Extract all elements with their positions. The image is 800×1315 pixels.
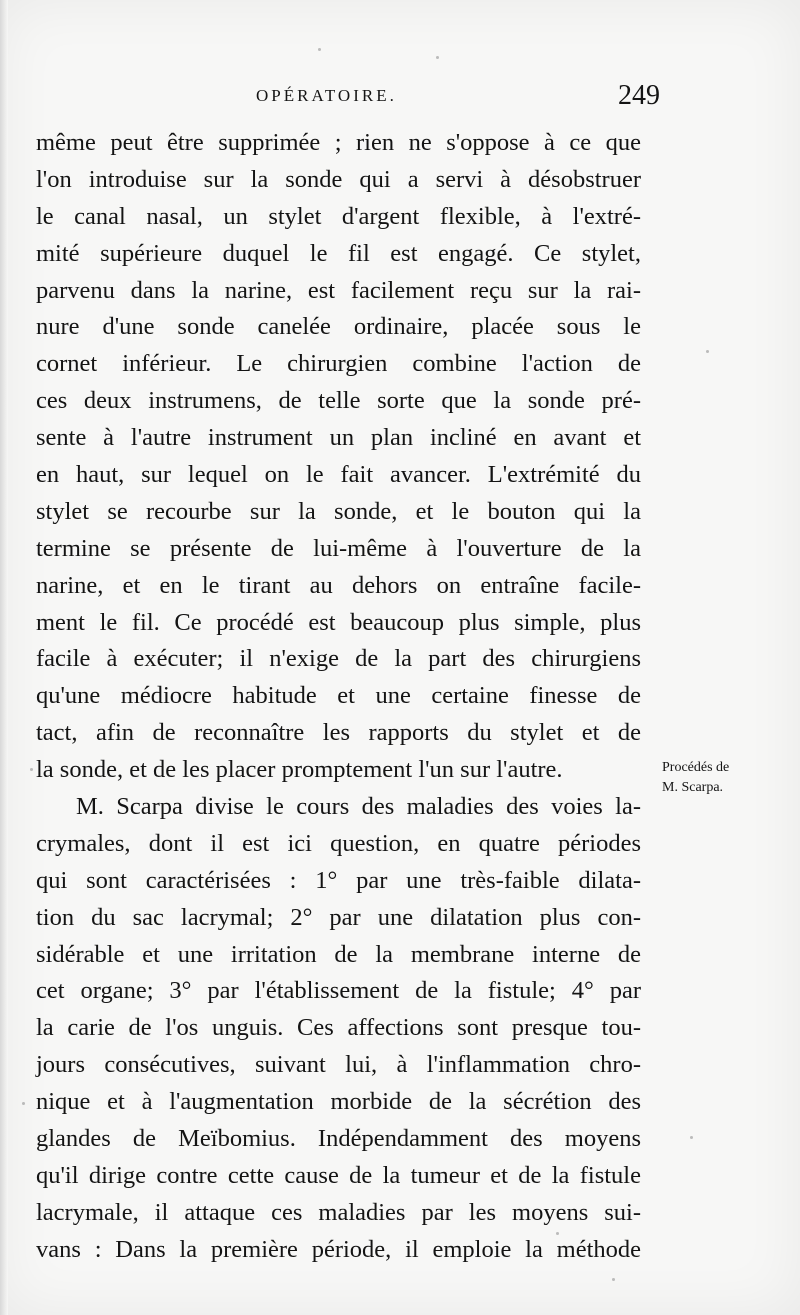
paper-speck (318, 48, 321, 51)
text-line: cornet inférieur. Le chirurgien combine l'action de (36, 350, 641, 378)
marginal-note-line: M. Scarpa. (662, 780, 724, 795)
paper-speck (612, 1278, 615, 1281)
text-line: jours consécutives, suivant lui, à l'inflammation chro- (36, 1051, 641, 1079)
text-line: ment le fil. Ce procédé est beaucoup plus simple, plus (36, 608, 641, 636)
text-line: même peut être supprimée ; rien ne s'oppose à ce que (36, 129, 641, 156)
text-line: ces deux instrumens, de telle sorte que la sonde pré- (36, 387, 641, 415)
text-line: parvenu dans la narine, est facilement reçu sur la rai- (36, 276, 641, 304)
text-line: stylet se recourbe sur la sonde, et le bouton qui la (36, 497, 641, 525)
text-line: tion du sac lacrymal; 2° par une dilatation plus con- (36, 903, 641, 931)
paper-speck (436, 56, 439, 59)
running-title: OPÉRATOIRE. (256, 86, 397, 105)
text-line: la sonde, et de les placer promptement l'un sur l'autre. (36, 756, 563, 784)
text-line: termine se présente de lui-même à l'ouverture de la (36, 534, 641, 562)
text-line: sente à l'autre instrument un plan incliné en avant et (36, 424, 641, 452)
text-line: glandes de Meïbomius. Indépendamment des moyens (36, 1125, 641, 1153)
paper-speck (690, 1136, 693, 1139)
text-line: crymales, dont il est ici question, en quatre périodes (36, 829, 641, 857)
paper-speck (22, 1102, 25, 1105)
paper-speck (706, 350, 709, 353)
text-line: sidérable et une irritation de la membrane interne de (36, 940, 641, 968)
marginal-note-line: Procédés de (662, 760, 730, 775)
text-line: tact, afin de reconnaître les rapports du stylet et de (36, 719, 641, 747)
text-line: l'on introduise sur la sonde qui a servi à désobstruer (36, 165, 641, 193)
body-text (36, 125, 641, 1269)
marginal-note (662, 758, 772, 798)
page-edge-shadow (0, 0, 8, 1315)
text-line: lacrymale, il attaque ces maladies par les moyens sui- (36, 1198, 641, 1226)
text-line: mité supérieure duquel le fil est engagé. Ce stylet, (36, 239, 641, 267)
text-line: qu'une médiocre habitude et une certaine finesse de (36, 682, 641, 710)
text-line: M. Scarpa divise le cours des maladies des voies la- (76, 793, 641, 821)
page-number: 249 (618, 80, 660, 111)
text-line: facile à exécuter; il n'exige de la part des chirurgiens (36, 645, 641, 673)
page-header (40, 80, 660, 116)
paper-speck (556, 1232, 559, 1235)
text-line: le canal nasal, un stylet d'argent flexible, à l'extré- (36, 202, 641, 230)
text-line: la carie de l'os unguis. Ces affections sont presque tou- (36, 1014, 641, 1042)
paper-speck (30, 768, 33, 771)
text-line: cet organe; 3° par l'établissement de la fistule; 4° par (36, 977, 641, 1005)
text-line: vans : Dans la première période, il emploie la méthode (36, 1235, 641, 1263)
text-line: narine, et en le tirant au dehors on entraîne facile- (36, 571, 641, 599)
text-line: nure d'une sonde canelée ordinaire, placée sous le (36, 313, 641, 341)
text-line: nique et à l'augmentation morbide de la sécrétion des (36, 1088, 641, 1116)
text-line: qu'il dirige contre cette cause de la tumeur et de la fistule (36, 1161, 641, 1189)
text-line: en haut, sur lequel on le fait avancer. L'extrémité du (36, 461, 641, 489)
text-line: qui sont caractérisées : 1° par une très-faible dilata- (36, 866, 641, 894)
